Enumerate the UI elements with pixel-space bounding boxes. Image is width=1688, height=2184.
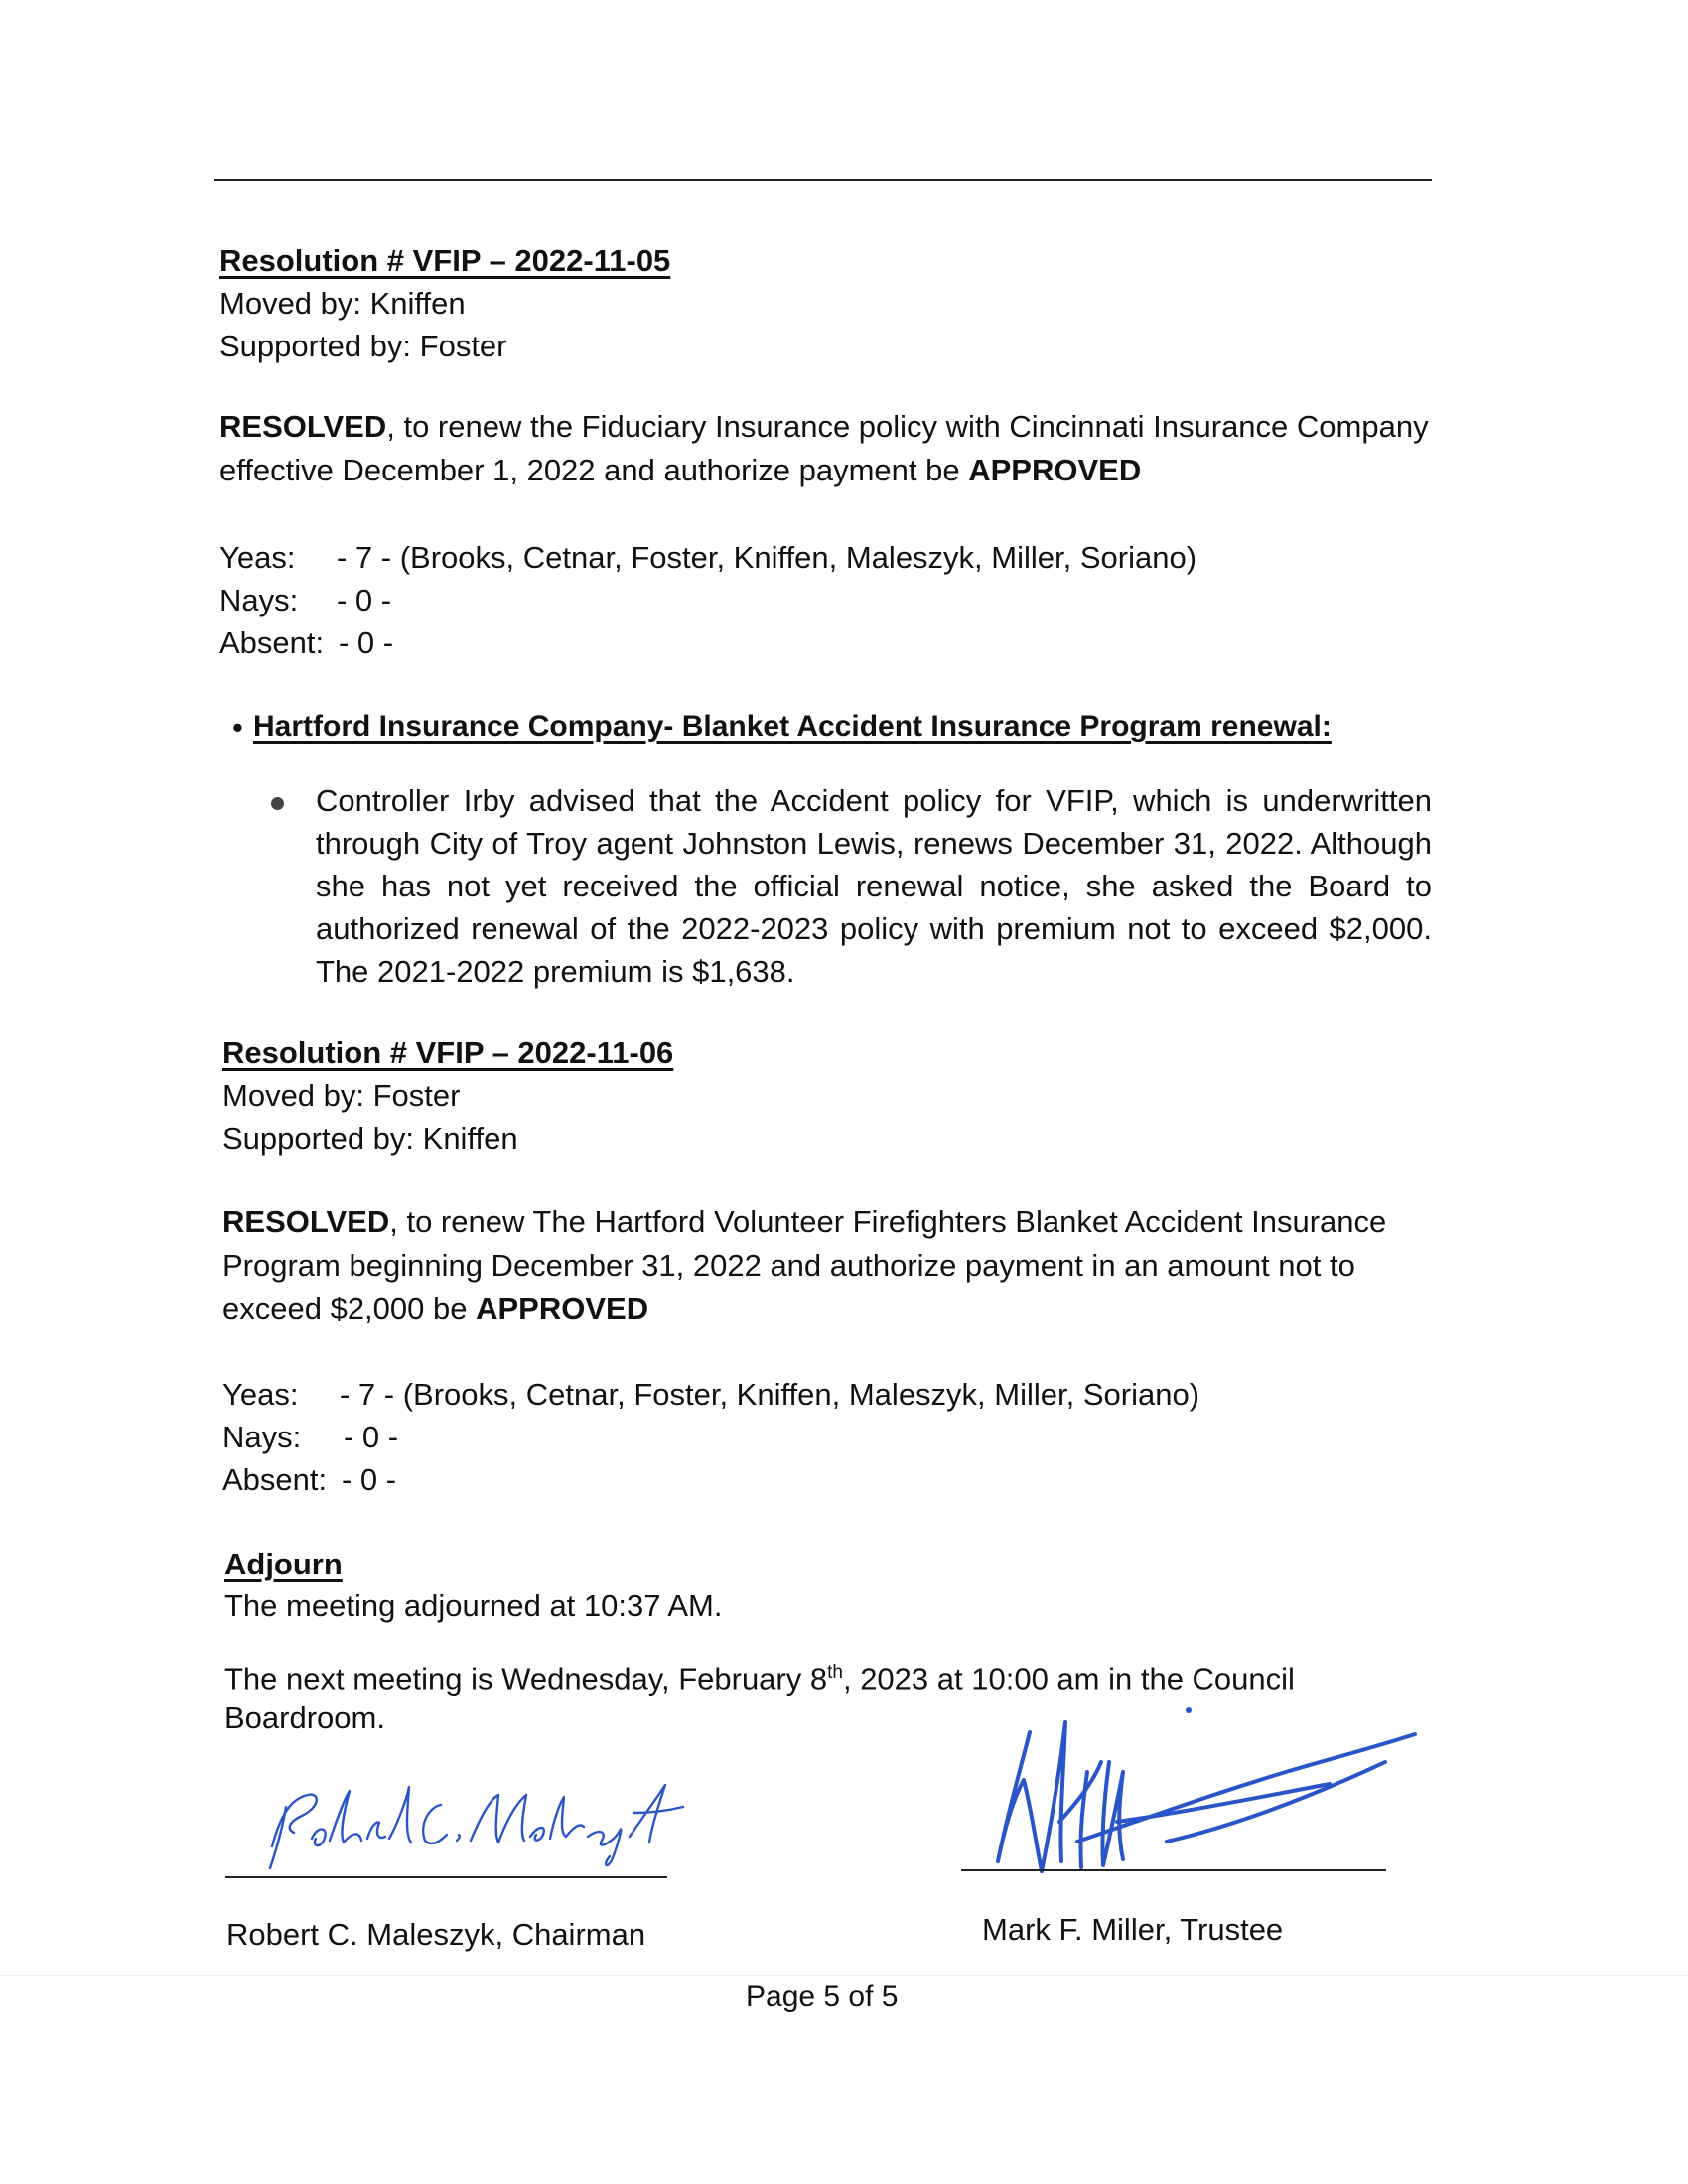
resolution-2-absent [222, 1459, 396, 1501]
resolution-2-yeas [222, 1374, 1199, 1416]
approved-keyword: APPROVED [476, 1292, 649, 1326]
absent-label: Absent: [219, 625, 325, 660]
yeas-label: Yeas: [222, 1377, 299, 1412]
top-divider [214, 179, 1432, 181]
nays-label: Nays: [222, 1420, 302, 1454]
next-meeting-text: The next meeting is Wednesday, February 8th, 2023 at 10:00 am in the Council Boardroom. [224, 1661, 1295, 1736]
absent-value: - 0 - [339, 625, 394, 660]
resolution-2-supported-by: Supported by: Kniffen [222, 1121, 518, 1156]
right-signature-line [961, 1869, 1386, 1871]
resolution-2-moved-by: Moved by: Foster [222, 1078, 461, 1113]
resolution-1-resolved-paragraph [219, 405, 1433, 492]
yeas-value: - 7 - (Brooks, Cetnar, Foster, Kniffen, Maleszyk, Miller, Soriano) [337, 540, 1197, 575]
absent-label: Absent: [222, 1462, 328, 1497]
nays-label: Nays: [219, 583, 299, 617]
right-signature [968, 1693, 1435, 1891]
resolved-text: , to renew The Hartford Volunteer Firefighters Blanket Accident Insurance Program beginning December 31, 2022 and authorize payment in an amount not to exceed $2,000 be [222, 1204, 1387, 1326]
approved-keyword: APPROVED [968, 453, 1142, 487]
resolved-keyword: RESOLVED [222, 1204, 390, 1239]
yeas-value: - 7 - (Brooks, Cetnar, Foster, Kniffen, Maleszyk, Miller, Soriano) [340, 1377, 1200, 1412]
right-signer-name: Mark F. Miller, Trustee [982, 1912, 1284, 1947]
nays-value: - 0 - [344, 1420, 399, 1454]
left-signature [260, 1777, 697, 1876]
resolution-2-title: Resolution # VFIP – 2022-11-06 [222, 1035, 674, 1070]
resolution-2-nays [222, 1417, 398, 1458]
resolution-1-title: Resolution # VFIP – 2022-11-05 [219, 243, 671, 278]
left-signer-name: Robert C. Maleszyk, Chairman [226, 1917, 646, 1952]
resolution-2-resolved-paragraph [222, 1200, 1434, 1331]
hartford-bullet: • [232, 710, 243, 745]
absent-value: - 0 - [342, 1462, 397, 1497]
resolution-1-moved-by: Moved by: Kniffen [219, 286, 466, 321]
resolution-1-yeas [219, 537, 1196, 579]
resolved-keyword: RESOLVED [219, 409, 387, 444]
resolved-text: , to renew the Fiduciary Insurance policy with Cincinnati Insurance Company effective December 1, 2022 and authorize payment be [219, 409, 1429, 487]
hartford-item: Controller Irby advised that the Accident policy for VFIP, which is underwritten through City of Troy agent Johnston Lewis, renews December 31, 2022. Although she has not yet received the official renewal notice, she asked the Board to authorized renewal of the 2022-2023 policy with premium not to exceed $2,000. The 2021-2022 premium is $1,638. [316, 783, 1432, 989]
list-bullet [271, 797, 284, 810]
adjourn-text: The meeting adjourned at 10:37 AM. [224, 1588, 723, 1623]
yeas-label: Yeas: [219, 540, 296, 575]
left-signature-line [225, 1876, 667, 1878]
nays-value: - 0 - [337, 583, 392, 617]
resolution-1-absent [219, 622, 393, 664]
resolution-1-nays [219, 580, 391, 621]
adjourn-heading: Adjourn [224, 1547, 343, 1581]
page-number: Page 5 of 5 [746, 1980, 899, 2013]
resolution-1-supported-by: Supported by: Foster [219, 329, 507, 363]
hartford-heading: Hartford Insurance Company- Blanket Accident Insurance Program renewal: [253, 710, 1332, 743]
footer-divider [0, 1975, 1688, 1976]
